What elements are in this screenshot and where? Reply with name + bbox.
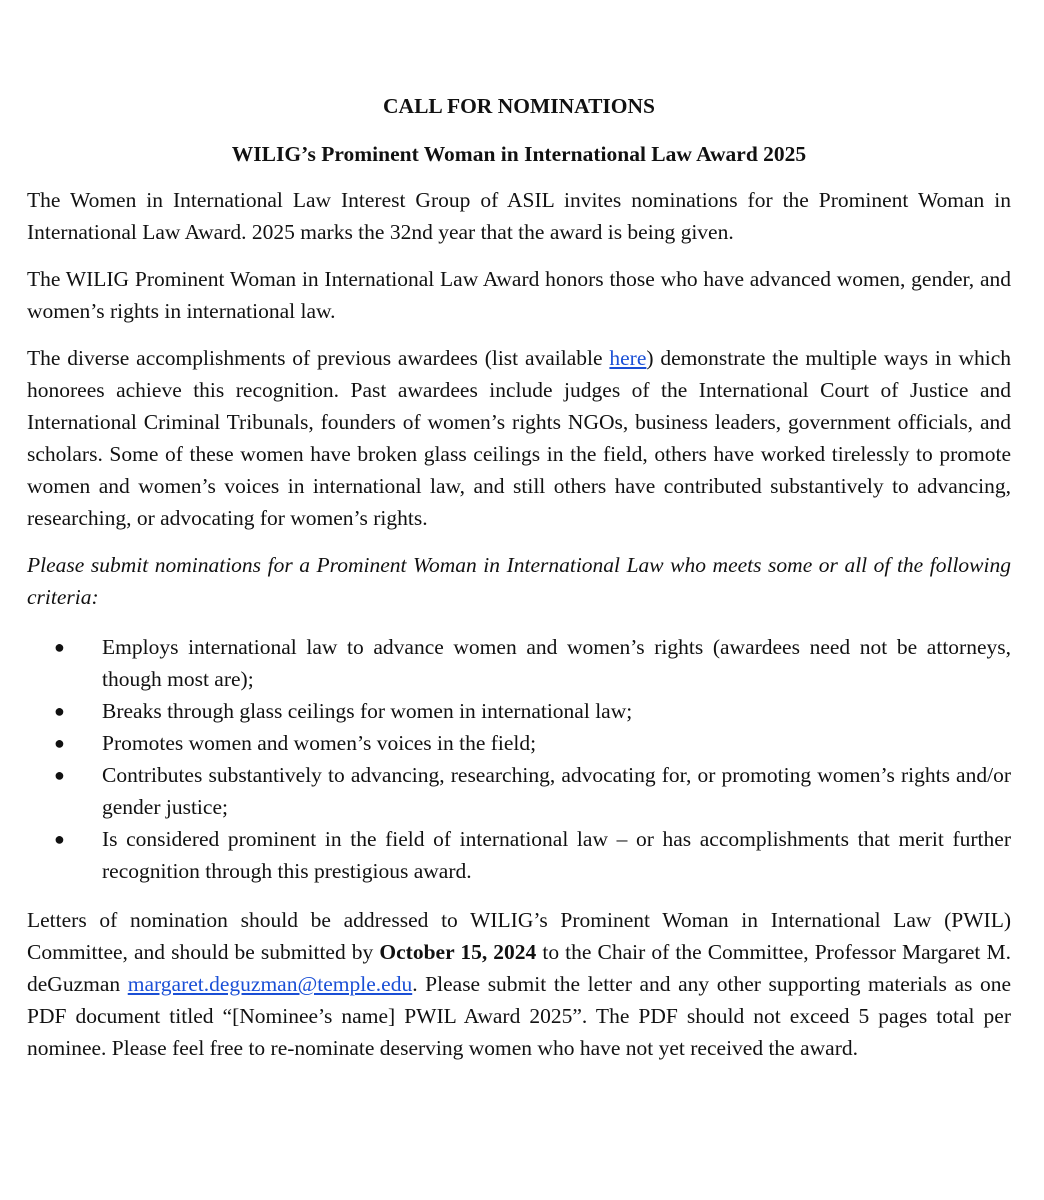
criteria-text: Employs international law to advance women and women’s rights (awardees need not be attorneys, though most are); xyxy=(102,635,1011,691)
letters-text-1: Letters of nomination should be addressed to WILIG’s Prominent Woman in International Law (PWIL) Committee, and should be submitted by xyxy=(27,908,1011,964)
criteria-list xyxy=(27,631,1011,887)
deadline-date: October 15, 2024 xyxy=(379,940,537,964)
accomplishments-paragraph xyxy=(27,342,1011,534)
awardees-list-link[interactable]: here xyxy=(609,346,647,370)
letters-text-2: to the Chair of the Committee, Professor Margaret M. deGuzman xyxy=(27,940,1011,996)
accomplishments-text-before: The diverse accomplishments of previous awardees (list available xyxy=(27,346,610,370)
criteria-text: Contributes substantively to advancing, researching, advocating for, or promoting women’s rights and/or gender justice; xyxy=(102,763,1011,819)
criteria-item xyxy=(27,631,1011,695)
page-title: CALL FOR NOMINATIONS xyxy=(383,94,655,118)
intro-paragraph: The Women in International Law Interest Group of ASIL invites nominations for the Prominent Woman in International Law Award. 2025 marks the 32nd year that the award is being given. xyxy=(27,188,1011,244)
bullet-icon: ● xyxy=(54,733,65,753)
criteria-item xyxy=(27,695,1011,727)
criteria-text: Promotes women and women’s voices in the field; xyxy=(102,731,537,755)
bullet-icon: ● xyxy=(54,765,65,785)
honors-paragraph: The WILIG Prominent Woman in International Law Award honors those who have advanced women, gender, and women’s rights in international law. xyxy=(27,267,1011,323)
criteria-text: Is considered prominent in the field of international law – or has accomplishments that merit further recognition through this prestigious award. xyxy=(102,827,1011,883)
criteria-item xyxy=(27,823,1011,887)
page-subtitle: WILIG’s Prominent Woman in International Law Award 2025 xyxy=(231,142,807,166)
criteria-item xyxy=(27,759,1011,823)
letters-paragraph xyxy=(27,904,1011,1064)
bullet-icon: ● xyxy=(54,637,65,657)
chair-email-link[interactable]: margaret.deguzman@temple.edu xyxy=(127,972,413,996)
accomplishments-text-after: ) demonstrate the multiple ways in which honorees achieve this recognition. Past awardees include judges of the International Court of Justice and International Criminal Tribunals, founders of women’s rights NGOs, business leaders, government officials, and scholars. Some of these women have broken glass ceilings in the field, others have worked tirelessly to promote women and women’s voices in international law, and still others have contributed substantively to advancing, researching, or advocating for women’s rights. xyxy=(27,346,1011,530)
criteria-intro: Please submit nominations for a Prominent Woman in International Law who meets some or all of the following criteria: xyxy=(27,553,1011,609)
letters-text-3: . Please submit the letter and any other supporting materials as one PDF document titled “[Nominee’s name] PWIL Award 2025”. The PDF should not exceed 5 pages total per nominee. Please feel free to re-nominate deserving women who have not yet received the award. xyxy=(27,972,1011,1060)
criteria-item xyxy=(27,727,1011,759)
bullet-icon: ● xyxy=(54,829,65,849)
criteria-text: Breaks through glass ceilings for women in international law; xyxy=(102,699,633,723)
bullet-icon: ● xyxy=(54,701,65,721)
